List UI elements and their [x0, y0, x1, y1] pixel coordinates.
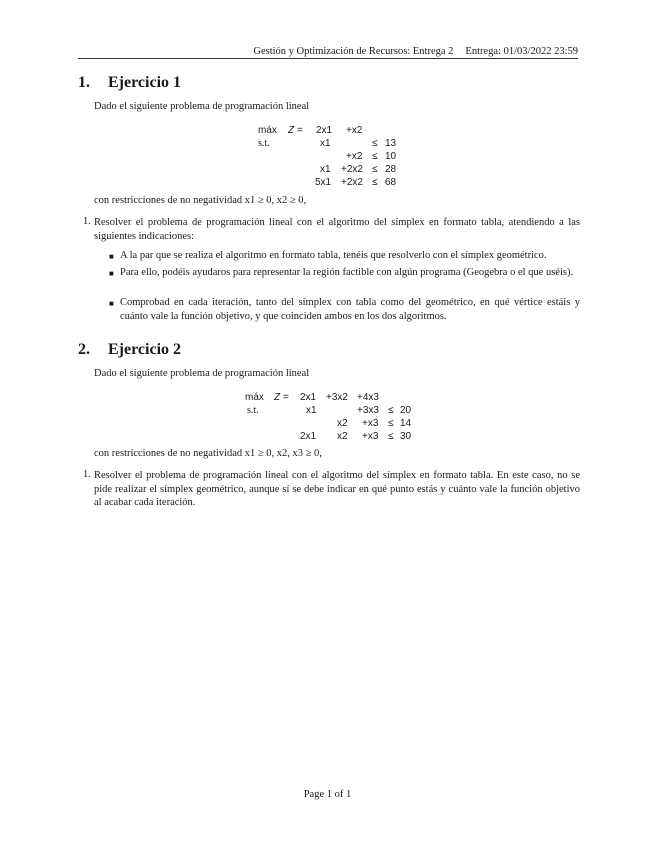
lp2-c1-rhs: 20	[400, 405, 412, 416]
section-1-item-1-number: 1.	[83, 216, 91, 227]
section-1-nonnegativity: con restricciones de no negatividad x1 ≥ 0, x2 ≥ 0,	[94, 195, 307, 206]
section-1-item-1-text: Resolver el problema de programación lineal con el algoritmo del símplex en formato tabla, atendiendo a las siguientes indicaciones:	[94, 217, 580, 242]
lp1-c1-rel: ≤	[372, 138, 378, 149]
lp1-c3-rel: ≤	[372, 164, 378, 175]
lp1-objective-label: máx	[258, 125, 277, 136]
lp2-c3-term-3: +x3	[362, 431, 379, 442]
section-2-item-1-text: Resolver el problema de programación lineal con el algoritmo del símplex en formato tabla. En este caso, no se pide realizar el símplex geométrico, aunque sí se debe indicar en qué punto estás y cuánto vale la función objetivo al acabar cada iteración.	[94, 470, 580, 509]
lp2-obj-term-2: +3x2	[326, 392, 348, 403]
lp1-z: Z =	[288, 125, 303, 136]
lp1-c2-rel: ≤	[372, 151, 378, 162]
lp1-c1-term-1: x1	[320, 138, 331, 149]
lp2-c2-rhs: 14	[400, 418, 412, 429]
lp1-c3-term-2: +2x2	[341, 164, 363, 175]
lp1-c2-rhs: 10	[385, 151, 397, 162]
section-1-bullet-1: A la par que se realiza el algoritmo en formato tabla, tenéis que resolverlo con el símplex geométrico.	[120, 250, 547, 261]
section-1-number: 1.	[78, 74, 90, 91]
section-2-intro: Dado el siguiente problema de programación lineal	[94, 368, 310, 379]
lp2-c3-term-2: x2	[337, 431, 348, 442]
section-1-intro: Dado el siguiente problema de programación lineal	[94, 101, 310, 112]
lp2-c2-rel: ≤	[388, 418, 394, 429]
lp1-obj-term-1-text: 2x1	[316, 125, 333, 136]
section-2-nonnegativity: con restricciones de no negatividad x1 ≥ 0, x2, x3 ≥ 0,	[94, 448, 322, 459]
lp2-st: s.t.	[247, 405, 259, 416]
section-2-heading	[78, 341, 181, 359]
lp1-c4-term-2: +2x2	[341, 177, 363, 188]
lp1-c2-term-2: +x2	[346, 151, 363, 162]
lp1-c4-rel: ≤	[372, 177, 378, 188]
lp2-c1-term-1: x1	[306, 405, 317, 416]
lp2-c1-term-3: +3x3	[357, 405, 379, 416]
page-footer: Page 1 of 1	[303, 789, 352, 800]
lp1-obj-term-2	[346, 125, 362, 136]
lp2-c3-rel: ≤	[388, 431, 394, 442]
lp1-c1-rhs: 13	[385, 138, 397, 149]
lp2-obj-term-3: +4x3	[357, 392, 379, 403]
lp2-obj-term-1: 2x1	[300, 392, 317, 403]
page-header	[78, 46, 578, 59]
lp2-c3-term-1: 2x1	[300, 431, 317, 442]
header-title: Gestión y Optimización de Recursos: Entrega 2	[253, 46, 454, 57]
section-2-item-1-number: 1.	[83, 469, 91, 480]
header-due-date: Entrega: 01/03/2022 23:59	[465, 46, 578, 57]
lp2-c2-term-3: +x3	[362, 418, 379, 429]
section-1-bullet-2: Para ello, podéis ayudaros para representar la región factible con algún programa (Geogebra o el que uséis).	[120, 267, 574, 278]
section-2-title: Ejercicio 2	[108, 341, 182, 358]
section-1-title: Ejercicio 1	[108, 74, 182, 91]
lp2-objective-label: máx	[245, 392, 264, 403]
section-2-number: 2.	[78, 341, 90, 358]
lp1-c3-term-1: x1	[320, 164, 331, 175]
section-1-heading	[78, 74, 181, 92]
lp2-c2-term-2: x2	[337, 418, 348, 429]
bullet-marker: ■	[109, 252, 114, 261]
lp1-c3-rhs: 28	[385, 164, 397, 175]
bullet-marker: ■	[109, 269, 114, 278]
section-1-bullet-3: Comprobad en cada iteración, tanto del símplex con tabla como del geométrico, en qué vértice estáis y cuánto vale la función objetivo, y que coinciden ambos en los dos algoritmos.	[120, 297, 580, 322]
lp1-obj-term-2-text: +x2	[346, 125, 363, 136]
lp1-c4-term-1: 5x1	[315, 177, 332, 188]
lp1-obj-term-1	[316, 125, 332, 136]
lp2-c3-rhs: 30	[400, 431, 412, 442]
lp1-st: s.t.	[258, 138, 270, 149]
lp2-z: Z =	[274, 392, 289, 403]
lp1-c4-rhs: 68	[385, 177, 397, 188]
lp2-c1-rel: ≤	[388, 405, 394, 416]
bullet-marker: ■	[109, 299, 114, 308]
